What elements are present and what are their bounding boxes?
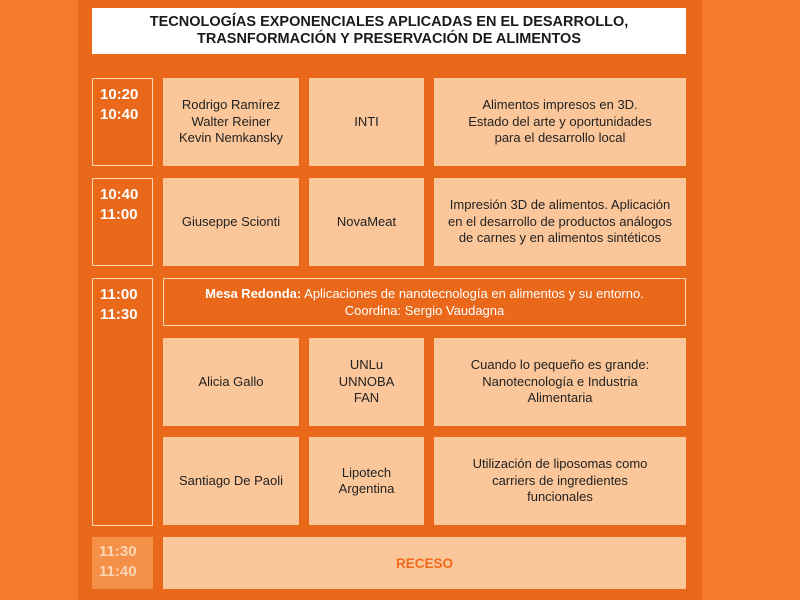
title-line-2: TRASNFORMACIÓN Y PRESERVACIÓN DE ALIMENTOS bbox=[196, 31, 582, 47]
round-table-label: Mesa Redonda: bbox=[205, 286, 302, 301]
time-start: 11:30 bbox=[99, 543, 137, 560]
topic-line: Utilización de liposomas como bbox=[472, 456, 648, 472]
round-table-coordinator: Coordina: Sergio Vaudagna bbox=[344, 303, 505, 318]
time-slot-1 bbox=[92, 78, 153, 166]
topic-line: Nanotecnología e Industria bbox=[482, 373, 638, 389]
page-title bbox=[92, 8, 686, 54]
institution-name: FAN bbox=[353, 390, 380, 406]
topic-line: para el desarrollo local bbox=[494, 130, 626, 146]
topic-line: en el desarrollo de productos análogos bbox=[447, 213, 673, 229]
time-slot-4 bbox=[92, 537, 153, 589]
speaker-name: Rodrigo Ramírez bbox=[181, 97, 281, 113]
title-line-1: TECNOLOGÍAS EXPONENCIALES APLICADAS EN EL DESARROLLO, bbox=[149, 14, 629, 30]
time-slot-2 bbox=[92, 178, 153, 266]
topic-line: Alimentos impresos en 3D. bbox=[482, 97, 638, 113]
round-table-title bbox=[205, 285, 644, 302]
institution-cell bbox=[309, 437, 424, 525]
topic-cell bbox=[434, 178, 686, 266]
time-start: 11:00 bbox=[100, 286, 138, 303]
speakers-cell bbox=[163, 338, 299, 426]
round-table-banner bbox=[163, 278, 686, 326]
speakers-cell bbox=[163, 437, 299, 525]
topic-cell bbox=[434, 78, 686, 166]
break-banner bbox=[163, 537, 686, 589]
institution-name: INTI bbox=[354, 113, 379, 129]
institution-name: Lipotech bbox=[341, 464, 392, 480]
speaker-name: Kevin Nemkansky bbox=[178, 130, 284, 146]
time-end: 11:40 bbox=[99, 563, 137, 580]
time-end: 11:00 bbox=[100, 206, 138, 223]
break-label: RECESO bbox=[395, 555, 453, 571]
topic-cell bbox=[434, 437, 686, 525]
speakers-cell bbox=[163, 78, 299, 166]
topic-line: Cuando lo pequeño es grande: bbox=[470, 357, 650, 373]
institution-name: Argentina bbox=[338, 481, 395, 496]
speaker-name: Giuseppe Scionti bbox=[181, 213, 281, 229]
topic-line: carriers de ingredientes bbox=[492, 472, 628, 488]
time-slot-3 bbox=[92, 278, 153, 526]
speaker-name: Alicia Gallo bbox=[198, 373, 264, 389]
institution-cell bbox=[309, 78, 424, 166]
topic-line: Estado del arte y oportunidades bbox=[468, 113, 652, 129]
institution-name: UNNOBA bbox=[338, 373, 395, 389]
time-end: 10:40 bbox=[100, 106, 139, 123]
institution-cell bbox=[309, 338, 424, 426]
topic-line: funcionales bbox=[527, 489, 593, 505]
round-table-topic: Aplicaciones de nanotecnología en alimentos y su entorno. bbox=[301, 286, 644, 301]
institution-name: NovaMeat bbox=[336, 213, 397, 229]
topic-cell bbox=[434, 338, 686, 426]
topic-line: de carnes y en alimentos sintéticos bbox=[458, 230, 662, 246]
time-start: 10:20 bbox=[100, 86, 139, 103]
topic-line: Alimentaria bbox=[527, 390, 593, 406]
speakers-cell bbox=[163, 178, 299, 266]
time-start: 10:40 bbox=[100, 186, 139, 203]
institution-name: UNLu bbox=[349, 357, 384, 373]
time-end: 11:30 bbox=[100, 306, 138, 323]
topic-line: Impresión 3D de alimentos. Aplicación bbox=[449, 197, 671, 213]
institution-cell bbox=[309, 178, 424, 266]
speaker-name: Walter Reiner bbox=[191, 113, 271, 129]
speaker-name: Santiago De Paoli bbox=[178, 472, 284, 488]
